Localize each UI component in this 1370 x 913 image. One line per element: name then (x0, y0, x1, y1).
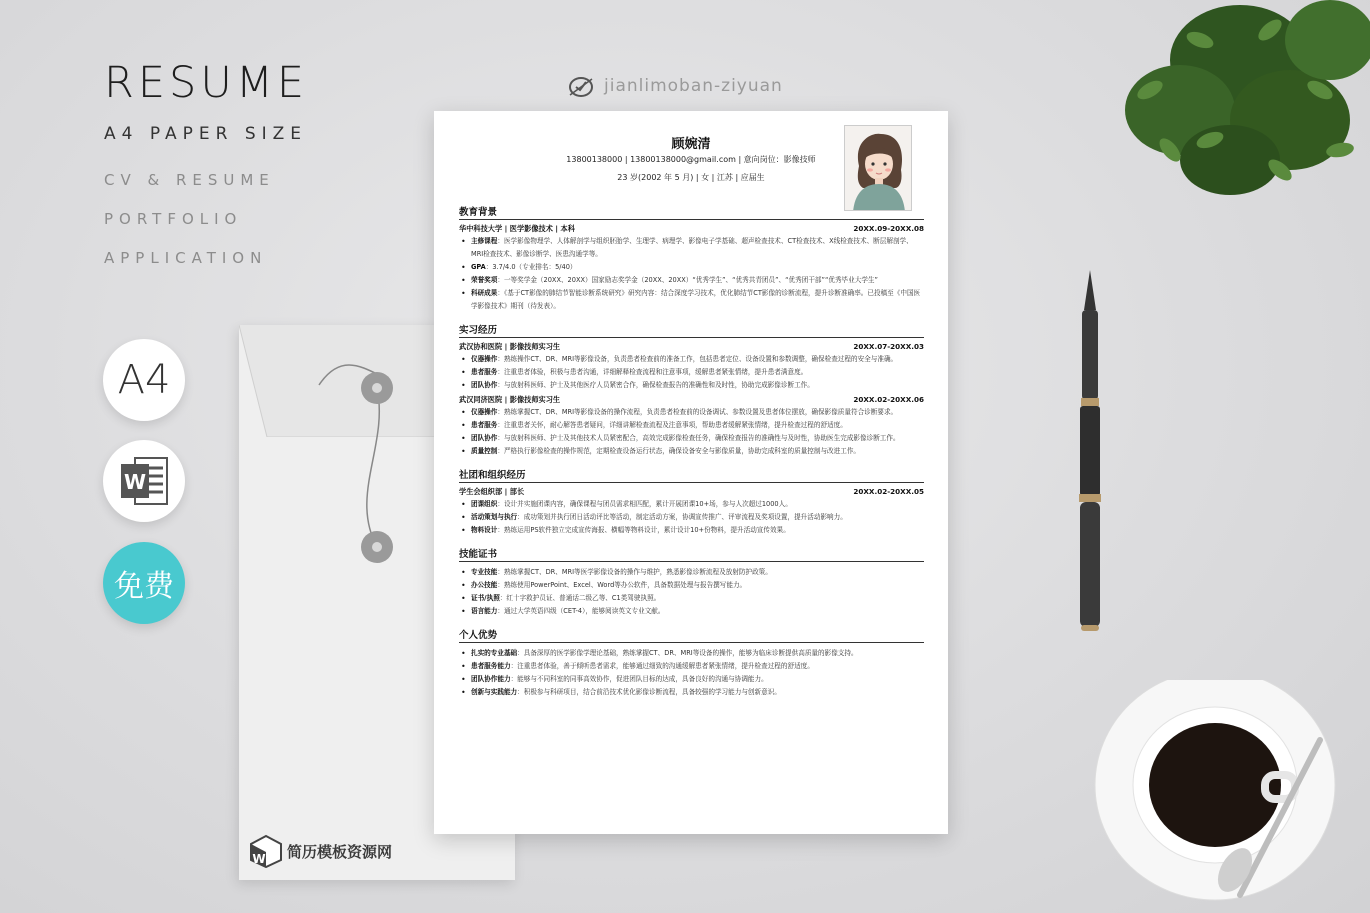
entry-org: 武汉协和医院 | 影像技师实习生 (459, 342, 561, 351)
list-item: • 主修课程：医学影像物理学、人体解剖学与组织胚胎学、生理学、病理学、影像电子学基础、超声检查技术、CT检查技术、X线检查技术、断层解剖学、MRI检查技术、影像诊断学、医患沟通学等。 (459, 235, 924, 261)
list-item: • 仪器操作：熟练掌握CT、DR、MRI等影像设备的操作流程，负责患者检查前的设备调试、参数设置及患者体位摆放，确保影像质量符合诊断要求。 (459, 406, 924, 419)
list-item: • 仪器操作：熟练操作CT、DR、MRI等影像设备，负责患者检查前的准备工作，包括患者定位、设备设置和参数调整，确保检查过程的安全与准确。 (459, 353, 924, 366)
list-item: • 患者服务：注重患者关怀，耐心解答患者疑问，详细讲解检查流程及注意事项，帮助患者缓解紧张情绪，提升检查过程的舒适度。 (459, 419, 924, 432)
entry-org: 华中科技大学 | 医学影像技术 | 本科 (459, 224, 575, 233)
bullet-list (459, 647, 924, 699)
list-item: • 语言能力：通过大学英语四级（CET-4），能够阅读英文专业文献。 (459, 605, 924, 618)
list-item: • 患者服务能力：注重患者体验，善于倾听患者需求，能够通过细致的沟通缓解患者紧张情绪，提升检查过程的舒适度。 (459, 660, 924, 673)
section-title-clubs: 社团和组织经历 (459, 467, 924, 483)
resume-contact: 13800138000 | 13800138000@gmail.com | 意向岗位：影像技师 (566, 155, 816, 164)
promo-title: RESUME (104, 58, 309, 108)
entry-header (459, 224, 924, 234)
plant-decoration (1090, 0, 1370, 215)
list-item: • 质量控制：严格执行影像检查的操作规范，定期检查设备运行状态，确保设备安全与影像质量，协助完成科室的质量控制与改进工作。 (459, 445, 924, 458)
cube-w-logo-icon (249, 834, 283, 868)
resume-body (459, 204, 924, 699)
entry-org: 武汉同济医院 | 影像技师实习生 (459, 395, 561, 404)
envelope-brand (249, 834, 392, 868)
envelope-brand-mark: W (252, 852, 266, 866)
resume-info: 23 岁(2002 年 5 月) | 女 | 江苏 | 应届生 (617, 173, 765, 182)
word-document-icon (113, 450, 175, 512)
bullet-list (459, 498, 924, 537)
section-title-internship: 实习经历 (459, 322, 924, 338)
smiling-clock-icon (568, 75, 594, 97)
list-item: • 团队协作能力：能够与不同科室的同事高效协作，促进团队目标的达成，具备良好的沟通与协调能力。 (459, 673, 924, 686)
section-title-strengths: 个人优势 (459, 627, 924, 643)
word-badge (103, 440, 185, 522)
section-title-education: 教育背景 (459, 204, 924, 220)
list-item: • 患者服务：注重患者体验，积极与患者沟通，详细解释检查流程和注意事项，缓解患者紧张情绪，提升患者满意度。 (459, 366, 924, 379)
list-item: • 专业技能：熟练掌握CT、DR、MRI等医学影像设备的操作与维护，熟悉影像诊断流程及放射防护政策。 (459, 566, 924, 579)
entry-header (459, 342, 924, 352)
promo-line-cv: CV & RESUME (104, 171, 275, 189)
list-item: • 团课组织：设计并实施团课内容，确保课程与团员需求相匹配，累计开展团课10+场，参与人次超过1000人。 (459, 498, 924, 511)
entry-date: 20XX.09-20XX.08 (853, 224, 924, 233)
bullet-list (459, 235, 924, 313)
free-badge: 免费 (103, 542, 185, 624)
promo-subtitle: A4 PAPER SIZE (104, 124, 308, 144)
word-badge-letter: W (123, 470, 147, 494)
watermark (568, 75, 783, 97)
list-item: • 办公技能：熟练使用PowerPoint、Excel、Word等办公软件，具备数据处理与报告撰写能力。 (459, 579, 924, 592)
promo-line-portfolio: PORTFOLIO (104, 210, 243, 228)
bullet-list (459, 566, 924, 618)
list-item: • 团队协作：与放射科医师、护士及其他技术人员紧密配合，高效完成影像检查任务，确保检查报告的准确性与及时性，协助医生完成影像诊断工作。 (459, 432, 924, 445)
entry-org: 学生会组织部 | 部长 (459, 487, 525, 496)
avatar (844, 125, 912, 211)
list-item: • 团队协作：与放射科医师、护士及其他医疗人员紧密合作，确保检查报告的准确性和及时性，协助完成影像诊断工作。 (459, 379, 924, 392)
list-item: • 创新与实践能力：积极参与科研项目，结合前沿技术优化影像诊断流程，具备较强的学习能力与创新意识。 (459, 686, 924, 699)
entry-date: 20XX.02-20XX.05 (853, 487, 924, 496)
watermark-text: jianlimoban-ziyuan (604, 76, 783, 96)
envelope-brand-text: 简历模板资源网 (287, 842, 393, 861)
resume-name: 顾婉清 (671, 137, 711, 152)
entry-header (459, 487, 924, 497)
list-item: • 扎实的专业基础：具备深厚的医学影像学理论基础，熟练掌握CT、DR、MRI等设备的操作，能够为临床诊断提供高质量的影像支持。 (459, 647, 924, 660)
avatar-illustration (845, 126, 912, 211)
coffee-cup-decoration (1090, 680, 1370, 913)
fountain-pen-decoration (1060, 270, 1120, 640)
section-title-skills: 技能证书 (459, 546, 924, 562)
entry-date: 20XX.02-20XX.06 (853, 395, 924, 404)
promo-line-application: APPLICATION (104, 249, 268, 267)
list-item: • 证书/执照：红十字救护员证、普通话二级乙等、C1类驾驶执照。 (459, 592, 924, 605)
list-item: • 荣誉奖项：一等奖学金（20XX、20XX）国家励志奖学金（20XX、20XX）“优秀学生”、“优秀共青团员”、“优秀团干部”“优秀毕业大学生” (459, 274, 924, 287)
resume-paper (434, 111, 948, 834)
entry-header (459, 395, 924, 405)
list-item: • GPA：3.7/4.0（专业排名：5/40） (459, 261, 924, 274)
list-item: • 活动策划与执行：成功策划并执行团日活动评比等活动，制定活动方案，协调宣传推广、评审流程及奖项设置，提升活动影响力。 (459, 511, 924, 524)
list-item: • 科研成果：《基于CT影像的肺结节智能诊断系统研究》研究内容：结合深度学习技术，优化肺结节CT影像的诊断流程，提升诊断准确率。已投稿至《中国医学影像技术》期刊（待发表）。 (459, 287, 924, 313)
entry-date: 20XX.07-20XX.03 (853, 342, 924, 351)
bullet-list (459, 406, 924, 458)
bullet-list (459, 353, 924, 392)
list-item: • 物料设计：熟练运用PS软件独立完成宣传海报、横幅等物料设计，累计设计10+份物料，提升活动宣传效果。 (459, 524, 924, 537)
a4-badge: A4 (103, 339, 185, 421)
